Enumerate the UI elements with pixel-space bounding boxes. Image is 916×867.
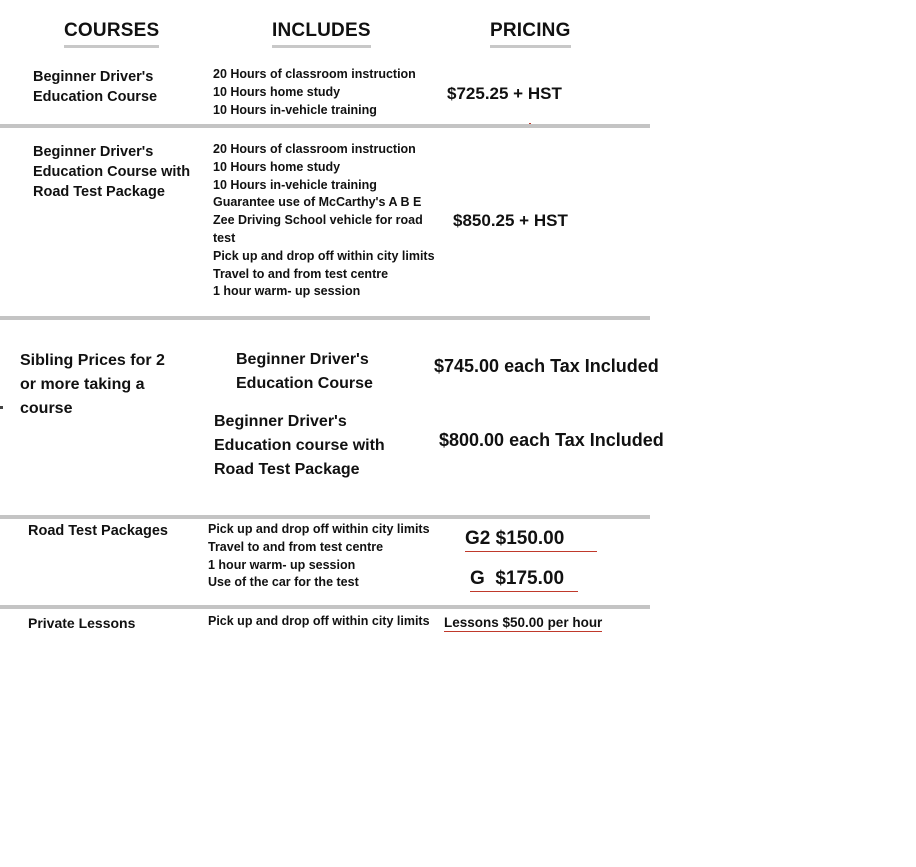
- price-g: G $175.00: [470, 568, 578, 592]
- sibling-item2-line: Education course with: [214, 437, 385, 454]
- include-item: test: [213, 230, 236, 245]
- row1-course: [33, 67, 157, 107]
- include-item: Guarantee use of McCarthy's A B E: [213, 195, 422, 210]
- divider: [0, 515, 650, 519]
- sibling-item1-line: Education Course: [236, 375, 373, 392]
- include-item: Travel to and from test centre: [208, 539, 384, 554]
- sibling-item2-line: Road Test Package: [214, 461, 360, 478]
- road-test-course: Road Test Packages: [28, 523, 168, 539]
- include-item: Zee Driving School vehicle for road: [213, 213, 423, 228]
- include-item: Pick up and drop off within city limits: [208, 522, 430, 536]
- divider: [0, 316, 650, 320]
- include-item: Travel to and from test centre: [213, 266, 389, 281]
- include-item: Use of the car for the test: [208, 575, 359, 590]
- bullet-mark: [0, 406, 3, 409]
- sibling-price1: $745.00 each Tax Included: [434, 356, 659, 376]
- row2-course: [33, 142, 190, 202]
- include-item: Pick up and drop off within city limits: [208, 614, 430, 628]
- include-item: 20 Hours of classroom instruction: [213, 67, 416, 81]
- header-courses: COURSES: [64, 20, 159, 48]
- include-item: 1 hour warm- up session: [213, 284, 361, 299]
- row1-includes: [213, 66, 416, 119]
- include-item: 10 Hours in-vehicle training: [213, 177, 377, 192]
- private-includes: [208, 613, 430, 631]
- row2-price: $850.25 + HST: [453, 211, 568, 230]
- sibling-label: [20, 349, 165, 421]
- sibling-label-line: or more taking a: [20, 376, 145, 393]
- sibling-item2: [214, 410, 385, 482]
- road-test-includes: [208, 521, 430, 592]
- sibling-item1-line: Beginner Driver's: [236, 351, 369, 368]
- divider: [0, 605, 650, 609]
- row1-course-line: Beginner Driver's: [33, 69, 154, 85]
- header-includes: INCLUDES: [272, 20, 371, 48]
- divider: [0, 124, 650, 128]
- row2-course-line: Education Course with: [33, 164, 191, 180]
- sibling-item1: [236, 348, 373, 396]
- header-pricing: PRICING: [490, 20, 571, 48]
- price-g2: G2 $150.00: [465, 528, 597, 552]
- include-item: 10 Hours home study: [213, 84, 341, 99]
- sibling-label-line: Sibling Prices for 2: [20, 352, 165, 369]
- include-item: 1 hour warm- up session: [208, 557, 356, 572]
- private-course: Private Lessons: [28, 615, 136, 631]
- row2-includes: [213, 141, 435, 301]
- include-item: 20 Hours of classroom instruction: [213, 142, 416, 156]
- include-item: Pick up and drop off within city limits: [213, 248, 435, 263]
- include-item: 10 Hours home study: [213, 159, 341, 174]
- row2-course-line: Road Test Package: [33, 184, 165, 200]
- row1-price: $725.25 + HST: [447, 84, 562, 103]
- row2-course-line: Beginner Driver's: [33, 144, 154, 160]
- row1-course-line: Education Course: [33, 89, 158, 105]
- sibling-label-line: course: [20, 400, 73, 417]
- include-item: 10 Hours in-vehicle training: [213, 102, 377, 117]
- private-price: Lessons $50.00 per hour: [444, 615, 603, 630]
- sibling-item2-line: Beginner Driver's: [214, 413, 347, 430]
- sibling-price2: $800.00 each Tax Included: [439, 430, 664, 450]
